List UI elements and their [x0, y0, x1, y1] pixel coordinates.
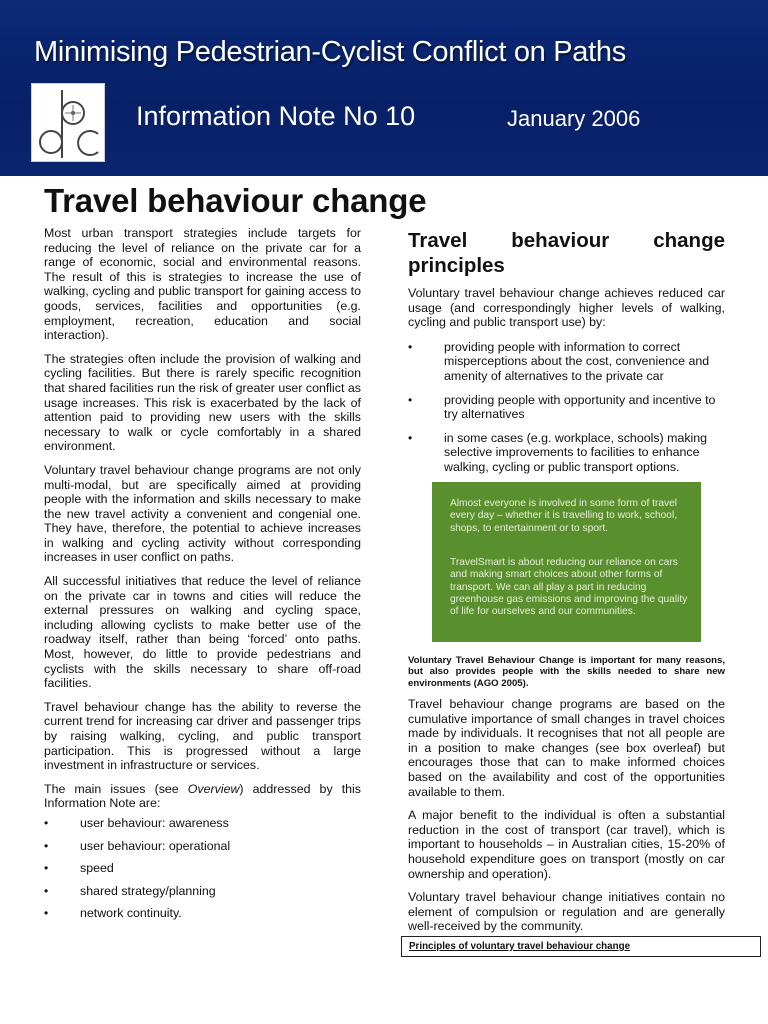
- image-caption: Voluntary Travel Behaviour Change is important for many reasons, but also provides people with the skills needed to share new environments (AGO 2005).: [408, 655, 725, 689]
- body-paragraph: The strategies often include the provision of walking and cycling facilities. But there is rarely specific recognition that shared facilities run the risk of greater user conflict as usage increases. This risk is exacerbated by the lack of attention paid to providing new users with the skills necessary to walk or cycle comfortably in a shared environment.: [44, 351, 361, 454]
- body-paragraph: Voluntary travel behaviour change initiatives contain no element of compulsion or regulation and are generally well-received by the community.: [408, 890, 725, 934]
- issue-label: user behaviour: operational: [80, 838, 231, 853]
- list-item: [44, 839, 361, 854]
- page-title: Travel behaviour change: [44, 182, 427, 219]
- publication-date: January 2006: [507, 106, 641, 131]
- section-heading: [408, 228, 725, 278]
- principle-text: providing people with opportunity and incentive to try alternatives: [444, 392, 716, 422]
- bullet-icon: •: [44, 883, 49, 898]
- principles-box-title: Principles of voluntary travel behaviour change: [409, 941, 631, 952]
- header-banner: [0, 0, 768, 176]
- main-issues-intro: [44, 782, 361, 811]
- list-item: [44, 884, 361, 899]
- issue-label: user behaviour: awareness: [80, 815, 229, 830]
- right-column-top: [408, 286, 725, 484]
- bullet-icon: •: [408, 430, 413, 445]
- list-item: [44, 861, 361, 876]
- body-paragraph: Travel behaviour change has the ability to reverse the current trend for increasing car driver and passenger trips by raising walking, cycling, and public transport participation. This is progressed without a large investment in infrastructure or services.: [44, 699, 361, 773]
- document-series-title: Minimising Pedestrian-Cyclist Conflict on Paths: [34, 36, 626, 68]
- bullet-icon: •: [44, 861, 49, 876]
- principle-text: in some cases (e.g. workplace, schools) making selective improvements to facilities to enhance walking, cycling or public transport options.: [444, 430, 708, 474]
- bullet-icon: •: [408, 392, 413, 407]
- list-item: [44, 906, 361, 921]
- section-heading-line1: Travel behaviour change: [408, 229, 725, 252]
- right-column-bottom: [408, 697, 725, 943]
- main-issues-text-before: The main issues (see: [44, 781, 188, 796]
- principles-box: [401, 936, 761, 957]
- list-item: [408, 340, 725, 384]
- bullet-icon: •: [408, 339, 413, 354]
- bullet-icon: •: [44, 906, 49, 921]
- body-paragraph: A major benefit to the individual is often a substantial reduction in the cost of transport (car travel), which is important to households – in Australian cities, 15-20% of household expenditure goes on transport (mostly on car ownership and operation).: [408, 808, 725, 881]
- bullet-icon: •: [44, 838, 49, 853]
- body-paragraph: Voluntary travel behaviour change programs are not only multi-modal, but are specifically aimed at providing people with the information and skills necessary to make the new travel activity a convenient and congenial one. They have, therefore, the potential to achieve increases in walking and cycling activity without corresponding increases in user conflict on paths.: [44, 462, 361, 565]
- travelsmart-image: [432, 482, 701, 642]
- principles-intro: Voluntary travel behaviour change achieves reduced car usage (and correspondingly higher levels of walking, cycling and public transport use) by:: [408, 286, 725, 330]
- bdc-logo-graphic: [32, 84, 104, 161]
- issue-label: shared strategy/planning: [80, 883, 216, 898]
- issue-label: network continuity.: [80, 906, 182, 921]
- main-issues-text-after: ) addressed by this Information Note are:: [44, 781, 362, 811]
- section-heading-line2: principles: [408, 254, 505, 277]
- body-paragraph: Most urban transport strategies include targets for reducing the level of reliance on the private car for a range of economic, social and environmental reasons. The result of this is strategies to increase the use of walking, cycling and public transport for gaining access to goods, services, facilities and opportunities (e.g. employment, recreation, education and social interaction).: [44, 226, 361, 343]
- principle-text: providing people with information to correct misperceptions about the cost, convenience and amenity of alternatives to the private car: [444, 339, 710, 383]
- left-column: [44, 226, 361, 929]
- body-paragraph: Travel behaviour change programs are based on the cumulative importance of small changes in travel choices made by individuals. It recognises that not all people are in a position to make changes (see box overleaf) but encourages those that can to make informed choices based on the availability and cost of the opportunities available to them.: [408, 697, 725, 799]
- travelsmart-text-2: TravelSmart is about reducing our reliance on cars and making smart choices about other forms of transport. We can all play a part in reducing greenhouse gas emissions and improving the quality of life for ourselves and our communities.: [450, 557, 688, 618]
- bullet-icon: •: [44, 815, 49, 830]
- issues-list: [44, 816, 361, 921]
- principles-list: [408, 340, 725, 475]
- list-item: [408, 431, 725, 475]
- overview-reference: Overview: [187, 781, 240, 796]
- list-item: [408, 393, 725, 422]
- bdc-logo-icon: [31, 83, 105, 162]
- issue-label: speed: [80, 861, 114, 876]
- information-note-number: Information Note No 10: [136, 101, 416, 131]
- body-paragraph: All successful initiatives that reduce the level of reliance on the private car in towns and cities will reduce the external pressures on walking and cycling space, including allowing cyclists to make better use of the roadway itself, rather than being ‘forced’ onto paths. Most, however, do little to provide pedestrians and cyclists with the skills necessary to share off-road facilities.: [44, 574, 361, 691]
- travelsmart-text-1: Almost everyone is involved in some form of travel every day – whether it is travelling to work, school, shops, to entertainment or to sport.: [450, 498, 678, 534]
- list-item: [44, 816, 361, 831]
